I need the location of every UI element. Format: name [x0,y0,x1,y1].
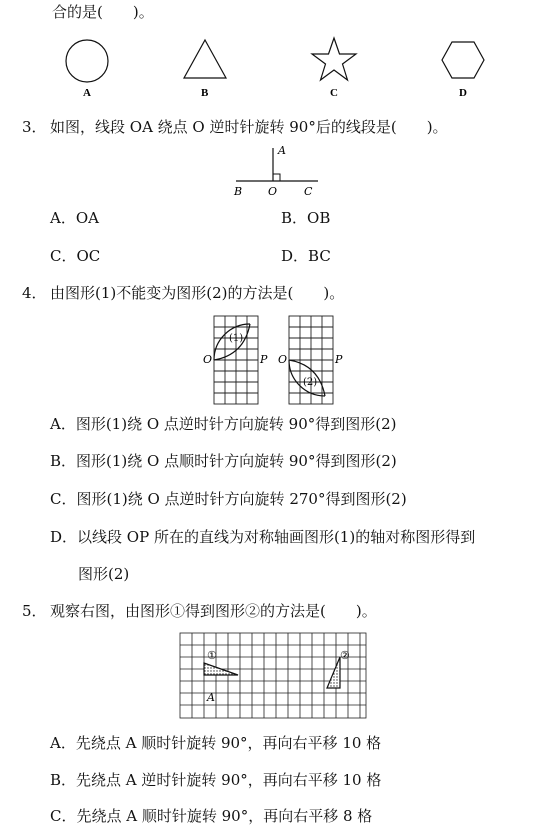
hexagon-shape [442,42,484,78]
q4-stem: 由图形(1)不能变为图形(2)的方法是( )。 [50,284,345,302]
q3-option-b: B．OB [281,209,331,227]
q4-fig1-label: (1) [229,333,244,344]
q5-fig1-label: ① [207,649,217,662]
star-shape [312,38,356,80]
q4-number: 4． [22,284,47,302]
q5-label-a: A [207,691,215,704]
q3-figure [0,140,542,200]
q4-label-o1: O [203,353,213,366]
q5-fig2-label: ② [340,649,350,662]
q4-option-d-line2: 图形(2) [78,565,130,583]
q3-label-o: O [268,185,278,198]
q2-stem-tail: 合的是( )。 [52,3,154,21]
q4-label-o2: O [278,353,288,366]
q4-label-p1: P [260,353,268,366]
q5-option-c: C．先绕点 A 顺时针旋转 90°，再向右平移 8 格 [50,807,373,825]
q4-label-p2: P [335,353,343,366]
q2-option-label-d: D [459,87,467,99]
q5-number: 5． [22,602,47,620]
q3-label-b: B [234,185,243,198]
q3-option-d: D．BC [281,247,331,265]
q5-figure [0,628,542,728]
q4-figure [0,310,542,405]
q3-number: 3． [22,118,47,136]
q3-label-c: C [304,185,313,198]
q5-triangle-2 [327,657,340,688]
q5-option-a: A．先绕点 A 顺时针旋转 90°，再向右平移 10 格 [50,734,382,752]
q2-shapes-figure [0,30,542,130]
q4-fig2-label: (2) [303,377,318,388]
q5-option-b: B．先绕点 A 逆时针旋转 90°，再向右平移 10 格 [50,771,382,789]
q3-label-a: A [278,144,286,157]
q4-option-b: B．图形(1)绕 O 点顺时针方向旋转 90°得到图形(2) [50,452,397,470]
q4-option-c: C．图形(1)绕 O 点逆时针方向旋转 270°得到图形(2) [50,490,407,508]
q2-option-label-c: C [330,87,338,99]
triangle-shape [184,40,226,78]
q2-option-label-b: B [201,87,209,99]
q4-option-d-line1: D．以线段 OP 所在的直线为对称轴画图形(1)的轴对称图形得到 [50,528,476,546]
circle-shape [66,40,108,82]
q3-stem: 如图，线段 OA 绕点 O 逆时针旋转 90°后的线段是( )。 [50,118,448,136]
q5-stem: 观察右图，由图形①得到图形②的方法是( )。 [50,602,377,620]
q4-grid-2 [289,316,333,404]
q4-grid-1 [214,316,258,404]
q4-option-a: A．图形(1)绕 O 点逆时针方向旋转 90°得到图形(2) [50,415,397,433]
q3-option-a: A．OA [50,209,99,227]
q3-option-c: C．OC [50,247,101,265]
q2-option-label-a: A [83,87,91,99]
